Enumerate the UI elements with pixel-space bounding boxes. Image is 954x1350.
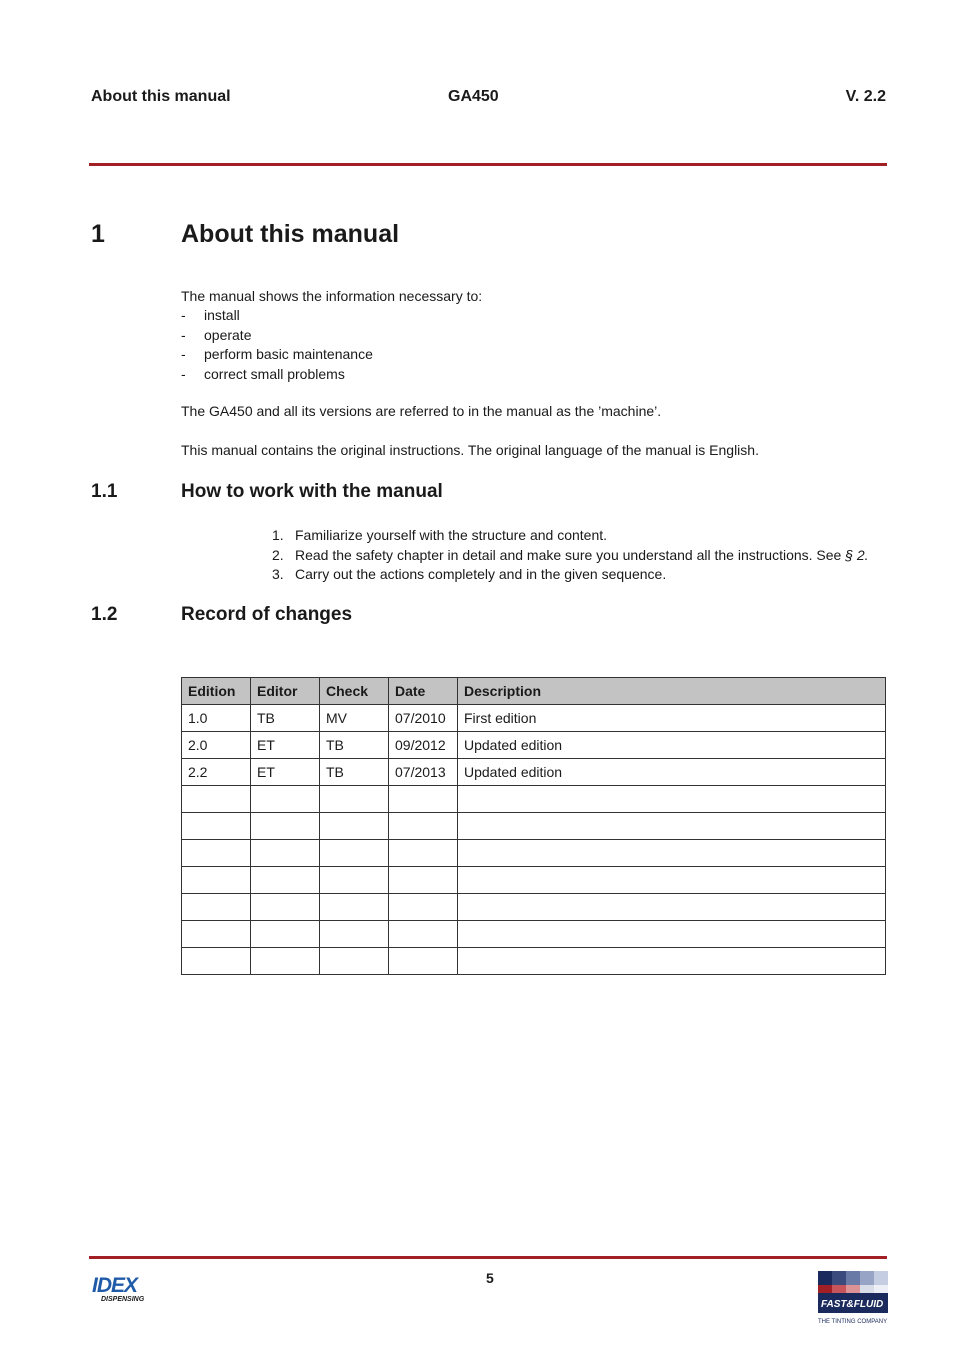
cell-edition <box>182 786 251 813</box>
idex-dispensing-logo <box>91 1272 159 1306</box>
list-item: 3. Carry out the actions completely and in the given sequence. <box>272 566 667 582</box>
cell-description: First edition <box>458 705 886 732</box>
list-item: 2. Read the safety chapter in detail and make sure you understand all the instructions. See § 2. <box>272 546 869 563</box>
cell-editor <box>251 867 320 894</box>
section-1-title: About this manual <box>181 220 400 248</box>
cell-edition <box>182 813 251 840</box>
table-row <box>182 813 886 840</box>
record-of-changes-table <box>181 677 886 975</box>
section-1-machine-note: The GA450 and all its versions are referred to in the manual as the ’machine’. <box>181 403 662 419</box>
cell-date: 07/2010 <box>389 705 458 732</box>
table-header-row <box>182 678 886 705</box>
cell-check <box>320 813 389 840</box>
cell-description <box>458 867 886 894</box>
cell-description <box>458 894 886 921</box>
cell-editor <box>251 813 320 840</box>
cell-date: 09/2012 <box>389 732 458 759</box>
column-header-editor: Editor <box>251 678 320 705</box>
section-1-intro: The manual shows the information necessary to: <box>181 288 483 304</box>
cell-editor <box>251 894 320 921</box>
idex-logo-subtext: DISPENSING <box>101 1296 145 1303</box>
table-row <box>182 840 886 867</box>
list-item: - install <box>181 307 240 323</box>
cell-description: Updated edition <box>458 732 886 759</box>
table-row <box>182 867 886 894</box>
cell-date <box>389 894 458 921</box>
section-1-1-number: 1.1 <box>91 481 118 502</box>
cell-check <box>320 867 389 894</box>
cell-editor: TB <box>251 705 320 732</box>
cell-edition <box>182 840 251 867</box>
section-1-2-number: 1.2 <box>91 604 118 625</box>
table-row <box>182 732 886 759</box>
cell-description <box>458 948 886 975</box>
cell-check <box>320 948 389 975</box>
cell-edition <box>182 894 251 921</box>
table-row <box>182 759 886 786</box>
cell-edition: 1.0 <box>182 705 251 732</box>
cell-check <box>320 921 389 948</box>
list-item: - operate <box>181 326 252 343</box>
cell-check <box>320 840 389 867</box>
list-item: 1. Familiarize yourself with the structure and content. <box>272 527 608 543</box>
cell-edition: 2.0 <box>182 732 251 759</box>
cell-description <box>458 840 886 867</box>
cell-editor <box>251 840 320 867</box>
cell-date <box>389 948 458 975</box>
ff-logo-subtext: THE TINTING COMPANY <box>818 1319 888 1325</box>
column-header-date: Date <box>389 678 458 705</box>
cell-description <box>458 786 886 813</box>
section-1-2-title: Record of changes <box>181 604 353 625</box>
work-steps-list <box>272 526 869 585</box>
column-header-edition: Edition <box>182 678 251 705</box>
cell-editor <box>251 921 320 948</box>
cell-check <box>320 786 389 813</box>
cell-description <box>458 813 886 840</box>
column-header-description: Description <box>458 678 886 705</box>
header-rule <box>89 163 887 166</box>
cell-date <box>389 786 458 813</box>
cell-date: 07/2013 <box>389 759 458 786</box>
table-row <box>182 948 886 975</box>
cell-date <box>389 813 458 840</box>
footer-rule <box>89 1256 887 1259</box>
section-1-1-title: How to work with the manual <box>181 481 443 502</box>
list-item: - perform basic maintenance <box>181 346 373 362</box>
cell-edition <box>182 921 251 948</box>
cell-date <box>389 867 458 894</box>
section-1-number: 1 <box>91 220 105 248</box>
page-number: 5 <box>486 1270 494 1286</box>
cell-check: TB <box>320 759 389 786</box>
cell-editor: ET <box>251 732 320 759</box>
table-row <box>182 786 886 813</box>
idex-logo-text: IDEX <box>92 1274 138 1297</box>
cell-check: TB <box>320 732 389 759</box>
section-1-purpose-list <box>181 306 373 384</box>
list-item: - correct small problems <box>181 365 345 382</box>
table-row <box>182 921 886 948</box>
fast-and-fluid-logo <box>818 1271 888 1325</box>
cell-description <box>458 921 886 948</box>
ff-logo-text: FAST&FLUID <box>821 1299 884 1310</box>
safety-chapter-reference[interactable]: § 2. <box>845 546 869 563</box>
cell-description: Updated edition <box>458 759 886 786</box>
cell-edition <box>182 867 251 894</box>
section-1-language-note: This manual contains the original instructions. The original language of the manual is English. <box>181 442 759 458</box>
cell-editor <box>251 948 320 975</box>
cell-edition <box>182 948 251 975</box>
table-row <box>182 705 886 732</box>
cell-date <box>389 921 458 948</box>
cell-editor <box>251 786 320 813</box>
header-product-name: GA450 <box>448 88 499 105</box>
cell-editor: ET <box>251 759 320 786</box>
column-header-check: Check <box>320 678 389 705</box>
cell-edition: 2.2 <box>182 759 251 786</box>
table-row <box>182 894 886 921</box>
header-version: V. 2.2 <box>845 88 886 105</box>
header-section-title: About this manual <box>91 88 231 105</box>
cell-check: MV <box>320 705 389 732</box>
cell-date <box>389 840 458 867</box>
cell-check <box>320 894 389 921</box>
